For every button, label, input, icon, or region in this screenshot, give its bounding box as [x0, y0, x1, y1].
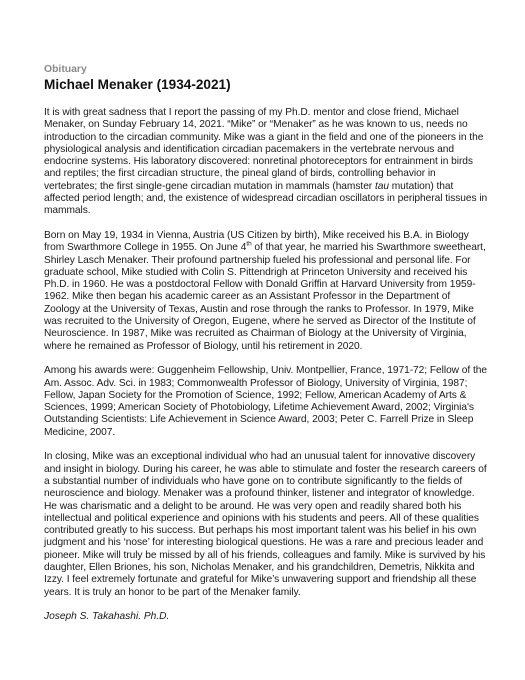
paragraph-biography [44, 230, 488, 353]
tau-emphasis: tau [374, 180, 389, 192]
paragraph-intro-text: It is with great sadness that I report the passing of my Ph.D. mentor and close friend, Michael Menaker, on Sunday February 14, 2021. “Mike” or “Menaker” as he was known to us, needs no introduction to the circadian community. Mike was a giant in the field and one of the pioneers in the physiological analysis and identification circadian pacemakers in the vertebrate nervous and endocrine systems. His laboratory discovered: nonretinal photoreceptors for entrainment in birds and reptiles; the first circadian structure, the pineal gland of birds, controlling behavior in vertebrates; the first single-gene circadian mutation in mammals (hamster [44, 107, 484, 192]
paragraph-biography-text-end: of that year, he married his Swarthmore sweetheart, Shirley Lasch Menaker. Their profound partnership fueled his professional and personal life. For graduate school, Mike studied with Colin S. Pittendrigh at Princeton University and received his Ph.D. in 1960. He was a postdoctoral Fellow with Donald Griffin at Harvard University from 1959-1962. Mike then began his academic career as an Assistant Professor in the Department of Zoology at the University of Texas, Austin and rose through the ranks to Professor. In 1979, Mike was recruited to the University of Oregon, Eugene, where he served as Director of the Institute of Neuroscience. In 1987, Mike was recruited as Chairman of Biology at the University of Virginia, where he remained as Professor of Biology, until his retirement in 2020. [44, 242, 486, 352]
obituary-document [44, 64, 488, 623]
author-signature: Joseph S. Takahashi. Ph.D. [44, 611, 170, 623]
paragraph-intro [44, 107, 488, 218]
paragraph-awards: Among his awards were: Guggenheim Fellowship, Univ. Montpellier, France, 1971-72; Fellow of the Am. Assoc. Adv. Sci. in 1983; Commonwealth Professor of Biology, University of Virginia, 1987; Fellow, Japan Society for the Promotion of Science, 1992; Fellow, American Academy of Arts & Sciences, 1999; American Society of Photobiology, Lifetime Achievement Award, 2002; Virginia's Outstanding Scientists: Life Achievement in Science Award, 2003; Peter C. Farrell Prize in Sleep Medicine, 2007. [44, 365, 487, 438]
page-title: Michael Menaker (1934-2021) [44, 77, 231, 92]
paragraph-intro-text-end: mutation) that affected period length; and, the existence of widespread circadian oscillators in peripheral tissues in mammals. [44, 180, 488, 217]
paragraph-biography-text: Born on May 19, 1934 in Vienna, Austria (US Citizen by birth), Mike received his B.A. in Biology from Swarthmore College in 1955. On June 4 [44, 229, 469, 254]
paragraph-closing: In closing, Mike was an exceptional individual who had an unusual talent for innovative discovery and insight in biology. During his career, he was able to stimulate and foster the research careers of a substantial number of individuals who have gone on to contribute significantly to the fields of neuroscience and biology. Menaker was a profound thinker, listener and integrator of knowledge. He was charismatic and a delight to be around. He was very open and readily shared both his intellectual and political experience and opinions with his students and peers. All of these qualities contributed greatly to his success. But perhaps his most important talent was his belief in his own judgment and his ‘nose’ for interesting biological questions. He was a rare and precious leader and pioneer. Mike will truly be missed by all of his friends, colleagues and family. Mike is survived by his daughter, Ellen Briones, his son, Nicholas Menaker, and his grandchildren, Demetris, Nikkita and Izzy. I feel extremely fortunate and grateful for Mike’s unwavering support and friendship all these years. It is truly an honor to be part of the Menaker family. [44, 451, 487, 598]
section-label: Obituary [44, 64, 87, 75]
ordinal-suffix: th [246, 240, 252, 248]
